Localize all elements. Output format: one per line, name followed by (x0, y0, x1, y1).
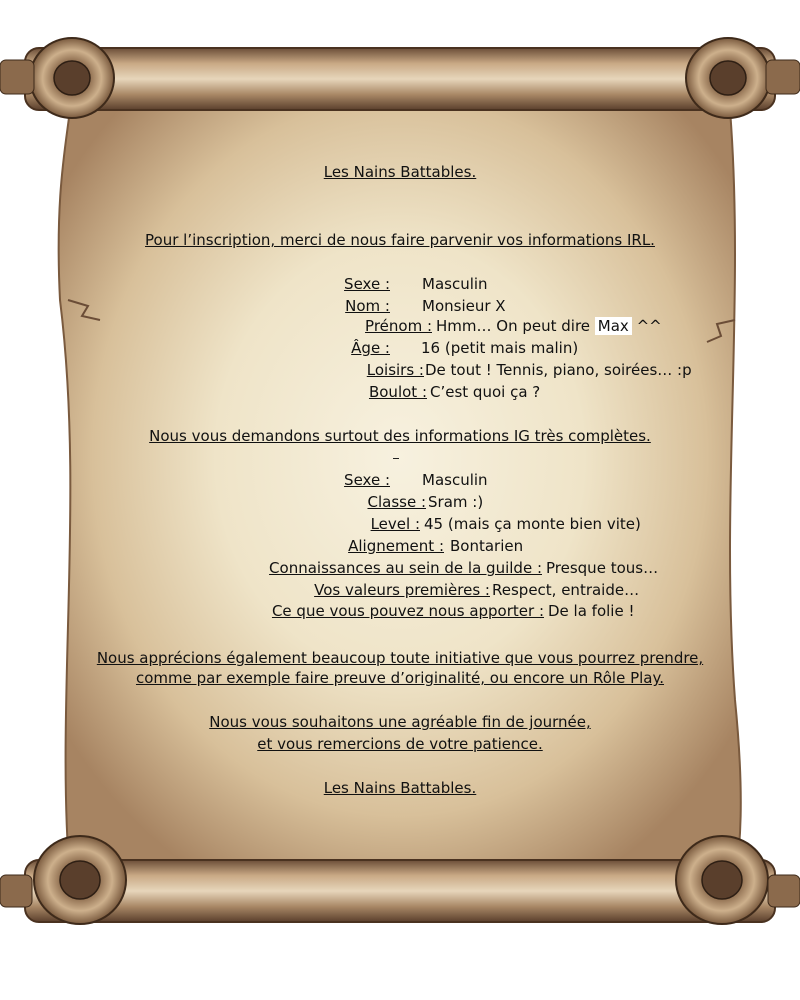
ig-apport-label: Ce que vous pouvez nous apporter : (271, 602, 544, 620)
ig-classe-label: Classe : (367, 493, 426, 511)
irl-nom-value: Monsieur X (422, 297, 506, 315)
closing-line-2: et vous remercions de votre patience. (257, 735, 543, 753)
irl-prenom-value (436, 316, 662, 336)
ig-level-value: 45 (mais ça monte bien vite) (424, 515, 641, 533)
ig-alignement-value: Bontarien (450, 537, 524, 555)
separator-dash (393, 458, 399, 459)
ig-apport-value: De la folie ! (548, 602, 635, 620)
ig-valeurs-label: Vos valeurs premières : (314, 581, 490, 599)
bottom-roll (25, 860, 775, 922)
signature: Les Nains Battables. (323, 779, 477, 797)
ig-connaissances-label: Connaissances au sein de la guilde : (269, 559, 542, 577)
irl-age-label: Âge : (351, 339, 390, 357)
closing-line-1: Nous vous souhaitons une agréable fin de journée, (209, 713, 591, 731)
irl-prenom-suffix: ^^ (636, 317, 662, 335)
ig-intro: Nous vous demandons surtout des informations IG très complètes. (149, 427, 651, 445)
ig-alignement-label: Alignement : (348, 537, 444, 555)
initiative-line-2: comme par exemple faire preuve d’originalité, ou encore un Rôle Play. (135, 669, 665, 687)
irl-sexe-value: Masculin (422, 275, 488, 293)
irl-age-value: 16 (petit mais malin) (421, 339, 579, 357)
initiative-line-1: Nous apprécions également beaucoup toute initiative que vous pourrez prendre, (96, 649, 704, 667)
irl-boulot-value: C’est quoi ça ? (430, 383, 541, 401)
ig-level-label: Level : (370, 515, 420, 533)
irl-prenom-text: Hmm… On peut dire (436, 317, 591, 335)
ig-connaissances-value: Presque tous… (546, 559, 659, 577)
irl-loisirs-value: De tout ! Tennis, piano, soirées… :p (425, 361, 692, 379)
ig-sexe-label: Sexe : (344, 471, 390, 489)
highlighted-name: Max (595, 317, 632, 335)
ig-sexe-value: Masculin (422, 471, 488, 489)
irl-intro: Pour l’inscription, merci de nous faire parvenir vos informations IRL. (145, 231, 655, 249)
ig-classe-value: Sram :) (428, 493, 484, 511)
irl-loisirs-label: Loisirs : (366, 361, 424, 379)
irl-prenom-label: Prénom : (365, 317, 432, 335)
irl-boulot-label: Boulot : (368, 383, 427, 401)
irl-nom-label: Nom : (345, 297, 390, 315)
irl-sexe-label: Sexe : (344, 275, 390, 293)
ig-valeurs-value: Respect, entraide… (492, 581, 640, 599)
page-title: Les Nains Battables. (323, 163, 477, 181)
top-roll (25, 48, 775, 110)
